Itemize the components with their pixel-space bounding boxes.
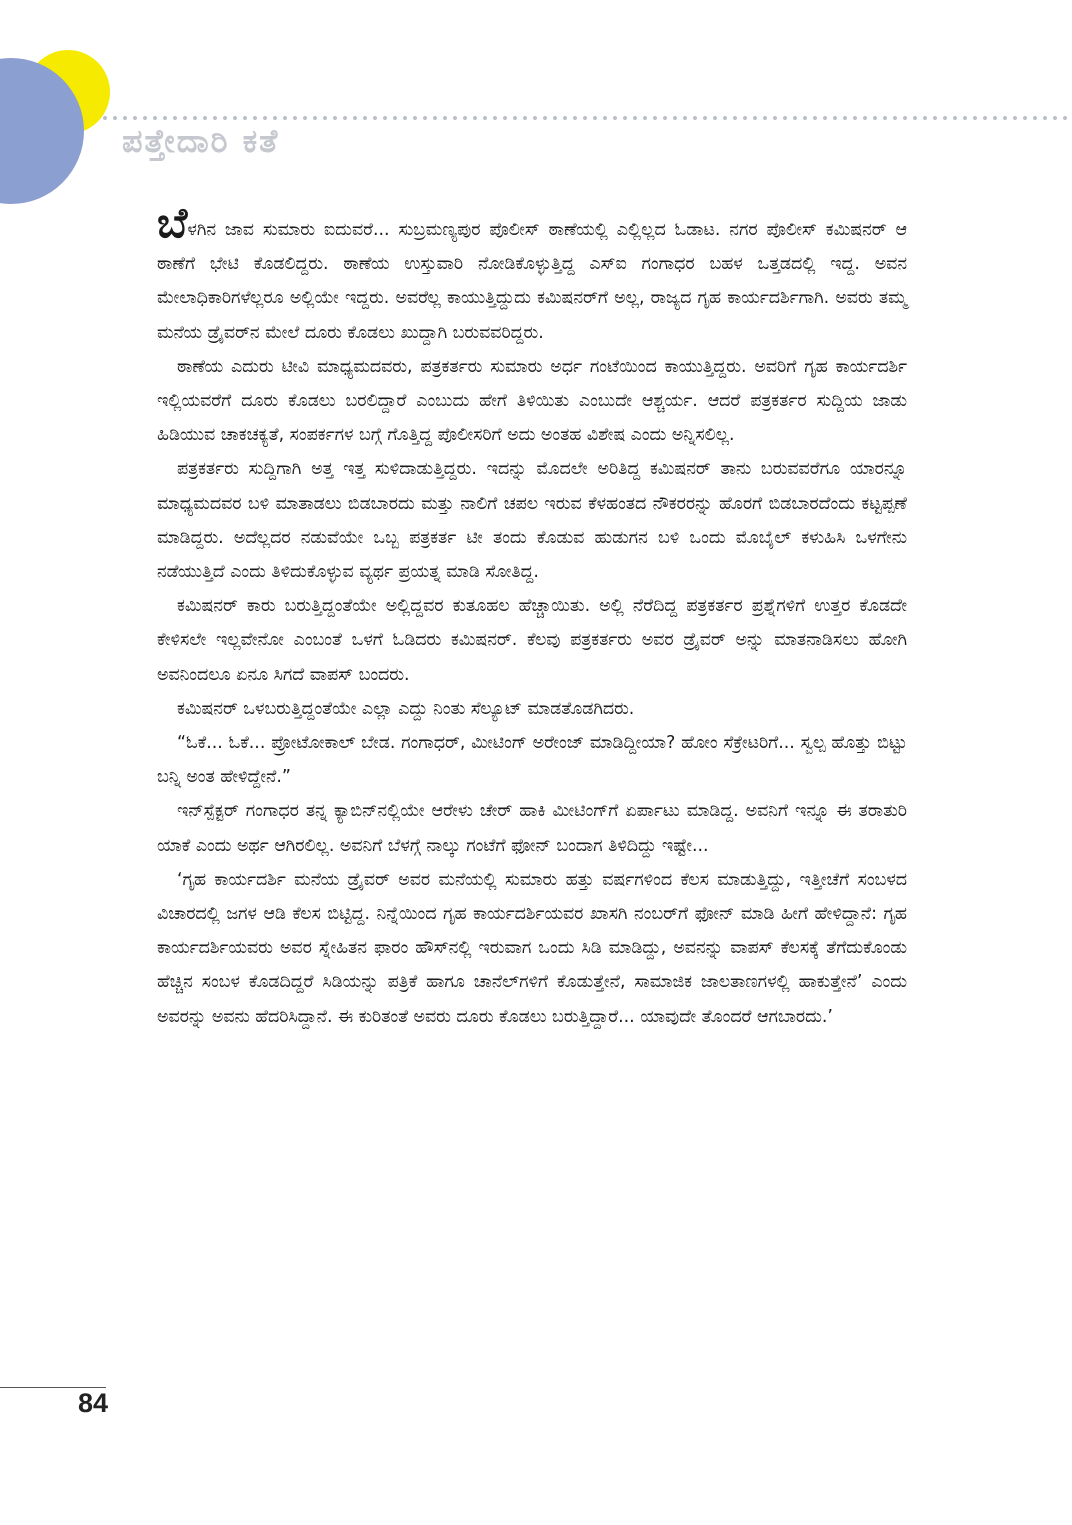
article-paragraph-8: ‘ಗೃಹ ಕಾರ್ಯದರ್ಶಿ ಮನೆಯ ಡ್ರೈವರ್ ಅವರ ಮನೆಯಲ್ಲಿ ಸುಮಾರು ಹತ್ತು ವರ್ಷಗಳಿಂದ ಕೆಲಸ ಮಾಡುತ್ತಿದ್ದು, ಇತ್ತೀಚೆಗೆ ಸಂಬಳದ ವಿಚಾರದಲ್ಲಿ ಜಗಳ ಆಡಿ ಕೆಲಸ ಬಿಟ್ಟಿದ್ದ. ನಿನ್ನೆಯಿಂದ ಗೃಹ ಕಾರ್ಯದರ್ಶಿಯವರ ಖಾಸಗಿ ನಂಬರ್‌ಗೆ ಫೋನ್ ಮಾಡಿ ಹೀಗೆ ಹೇಳಿದ್ದಾನೆ: ಗೃಹ ಕಾರ್ಯದರ್ಶಿಯವರು ಅವರ ಸ್ನೇಹಿತನ ಫಾರಂ ಹೌಸ್‌ನಲ್ಲಿ ಇರುವಾಗ ಒಂದು ಸಿಡಿ ಮಾಡಿದ್ದು, ಅವನನ್ನು ವಾಪಸ್ ಕೆಲಸಕ್ಕೆ ತೆಗೆದುಕೊಂಡು ಹೆಚ್ಚಿನ ಸಂಬಳ ಕೊಡದಿದ್ದರೆ ಸಿಡಿಯನ್ನು ಪತ್ರಿಕೆ ಹಾಗೂ ಚಾನೆಲ್‌ಗಳಿಗೆ ಕೊಡುತ್ತೇನೆ, ಸಾಮಾಜಿಕ ಜಾಲತಾಣಗಳಲ್ಲಿ ಹಾಕುತ್ತೇನೆ’ ಎಂದು ಅವರನ್ನು ಅವನು ಹೆದರಿಸಿದ್ದಾನೆ. ಈ ಕುರಿತಂತೆ ಅವರು ದೂರು ಕೊಡಲು ಬರುತ್ತಿದ್ದಾರೆ... ಯಾವುದೇ ತೊಂದರೆ ಆಗಬಾರದು.’ — [157, 869, 907, 1027]
article-paragraph-4: ಕಮಿಷನರ್ ಕಾರು ಬರುತ್ತಿದ್ದಂತೆಯೇ ಅಲ್ಲಿದ್ದವರ ಕುತೂಹಲ ಹೆಚ್ಚಾಯಿತು. ಅಲ್ಲಿ ನೆರೆದಿದ್ದ ಪತ್ರಕರ್ತರ ಪ್ರಶ್ನೆಗಳಿಗೆ ಉತ್ತರ ಕೊಡದೇ ಕೇಳಿಸಲೇ ಇಲ್ಲವೇನೋ ಎಂಬಂತೆ ಒಳಗೆ ಓಡಿದರು ಕಮಿಷನರ್. ಕೆಲವು ಪತ್ರಕರ್ತರು ಅವರ ಡ್ರೈವರ್ ಅನ್ನು ಮಾತನಾಡಿಸಲು ಹೋಗಿ ಅವನಿಂದಲೂ ಏನೂ ಸಿಗದೆ ವಾಪಸ್ ಬಂದರು. — [157, 596, 907, 685]
drop-cap: ಬೆ — [157, 198, 188, 247]
dotted-divider — [100, 115, 1072, 121]
article-paragraph-2: ಠಾಣೆಯ ಎದುರು ಟೀವಿ ಮಾಧ್ಯಮದವರು, ಪತ್ರಕರ್ತರು ಸುಮಾರು ಅರ್ಧ ಗಂಟೆಯಿಂದ ಕಾಯುತ್ತಿದ್ದರು. ಅವರಿಗೆ ಗೃಹ ಕಾರ್ಯದರ್ಶಿ ಇಲ್ಲಿಯವರೆಗೆ ದೂರು ಕೊಡಲು ಬರಲಿದ್ದಾರೆ ಎಂಬುದು ಹೇಗೆ ತಿಳಿಯಿತು ಎಂಬುದೇ ಆಶ್ಚರ್ಯ. ಆದರೆ ಪತ್ರಕರ್ತರ ಸುದ್ದಿಯ ಜಾಡು ಹಿಡಿಯುವ ಚಾಕಚಕ್ಯತೆ, ಸಂಪರ್ಕಗಳ ಬಗ್ಗೆ ಗೊತ್ತಿದ್ದ ಪೊಲೀಸರಿಗೆ ಅದು ಅಂತಹ ವಿಶೇಷ ಎಂದು ಅನ್ನಿಸಲಿಲ್ಲ. — [157, 356, 908, 446]
article-paragraph-1 — [157, 198, 907, 350]
paragraph-text: ಳಗಿನ ಜಾವ ಸುಮಾರು ಐದುವರೆ... ಸುಬ್ರಮಣ್ಯಪುರ ಪೊಲೀಸ್ ಠಾಣೆಯಲ್ಲಿ ಎಲ್ಲಿಲ್ಲದ ಓಡಾಟ. ನಗರ ಪೊಲೀಸ್ ಕಮಿಷನರ್ ಆ ಠಾಣೆಗೆ ಭೇಟಿ ಕೊಡಲಿದ್ದರು. ಠಾಣೆಯ ಉಸ್ತುವಾರಿ ನೋಡಿಕೊಳ್ಳುತ್ತಿದ್ದ ಎಸ್‌ಐ ಗಂಗಾಧರ ಬಹಳ ಒತ್ತಡದಲ್ಲಿ ಇದ್ದ. ಅವನ ಮೇಲಾಧಿಕಾರಿಗಳೆಲ್ಲರೂ ಅಲ್ಲಿಯೇ ಇದ್ದರು. ಅವರೆಲ್ಲ ಕಾಯುತ್ತಿದ್ದುದು ಕಮಿಷನರ್‌ಗೆ ಅಲ್ಲ, ರಾಜ್ಯದ ಗೃಹ ಕಾರ್ಯದರ್ಶಿಗಾಗಿ. ಅವರು ತಮ್ಮ ಮನೆಯ ಡ್ರೈವರ್‌ನ ಮೇಲೆ ದೂರು ಕೊಡಲು ಖುದ್ದಾಗಿ ಬರುವವರಿದ್ದರು. — [157, 220, 907, 343]
article-paragraph-3: ಪತ್ರಕರ್ತರು ಸುದ್ದಿಗಾಗಿ ಅತ್ತ ಇತ್ತ ಸುಳಿದಾಡುತ್ತಿದ್ದರು. ಇದನ್ನು ಮೊದಲೇ ಅರಿತಿದ್ದ ಕಮಿಷನರ್ ತಾನು ಬರುವವರೆಗೂ ಯಾರನ್ನೂ ಮಾಧ್ಯಮದವರ ಬಳಿ ಮಾತಾಡಲು ಬಿಡಬಾರದು ಮತ್ತು ನಾಲಿಗೆ ಚಪಲ ಇರುವ ಕೆಳಹಂತದ ನೌಕರರನ್ನು ಹೊರಗೆ ಬಿಡಬಾರದೆಂದು ಕಟ್ಟಪ್ಪಣೆ ಮಾಡಿದ್ದರು. ಅದೆಲ್ಲದರ ನಡುವೆಯೇ ಒಬ್ಬ ಪತ್ರಕರ್ತ ಟೀ ತಂದು ಕೊಡುವ ಹುಡುಗನ ಬಳಿ ಒಂದು ಮೊಬೈಲ್ ಕಳುಹಿಸಿ ಒಳಗೇನು ನಡೆಯುತ್ತಿದೆ ಎಂದು ತಿಳಿದುಕೊಳ್ಳುವ ವ್ಯರ್ಥ ಪ್ರಯತ್ನ ಮಾಡಿ ಸೋತಿದ್ದ. — [157, 459, 907, 583]
article-paragraph-6: “ಓಕೆ... ಓಕೆ... ಪ್ರೋಟೋಕಾಲ್ ಬೇಡ. ಗಂಗಾಧರ್, ಮೀಟಿಂಗ್ ಅರೇಂಜ್ ಮಾಡಿದ್ದೀಯಾ? ಹೋಂ ಸೆಕ್ರೇಟರಿಗೆ... ಸ್ವಲ್ಪ ಹೊತ್ತು ಬಿಟ್ಟು ಬನ್ನಿ ಅಂತ ಹೇಳಿದ್ದೇನೆ.” — [157, 733, 907, 788]
section-title: ಪತ್ತೇದಾರಿ ಕತೆ — [122, 122, 280, 160]
article-body — [157, 198, 908, 1034]
page-number: 84 — [78, 1388, 109, 1418]
article-paragraph-5: ಕಮಿಷನರ್ ಒಳಬರುತ್ತಿದ್ದಂತೆಯೇ ಎಲ್ಲಾ ಎದ್ದು ನಿಂತು ಸೆಲ್ಯೂಟ್ ಮಾಡತೊಡಗಿದರು. — [177, 698, 635, 719]
article-paragraph-7: ಇನ್‌ಸ್ಪೆಕ್ಟರ್ ಗಂಗಾಧರ ತನ್ನ ಕ್ಯಾಬಿನ್‌ನಲ್ಲಿಯೇ ಆರೇಳು ಚೇರ್ ಹಾಕಿ ಮೀಟಿಂಗ್‌ಗೆ ಏರ್ಪಾಟು ಮಾಡಿದ್ದ. ಅವನಿಗೆ ಇನ್ನೂ ಈ ತರಾತುರಿ ಯಾಕೆ ಎಂದು ಅರ್ಥ ಆಗಿರಲಿಲ್ಲ. ಅವನಿಗೆ ಬೆಳಗ್ಗೆ ನಾಲ್ಕು ಗಂಟೆಗೆ ಫೋನ್ ಬಂದಾಗ ತಿಳಿದಿದ್ದು ಇಷ್ಟೇ... — [157, 801, 907, 856]
